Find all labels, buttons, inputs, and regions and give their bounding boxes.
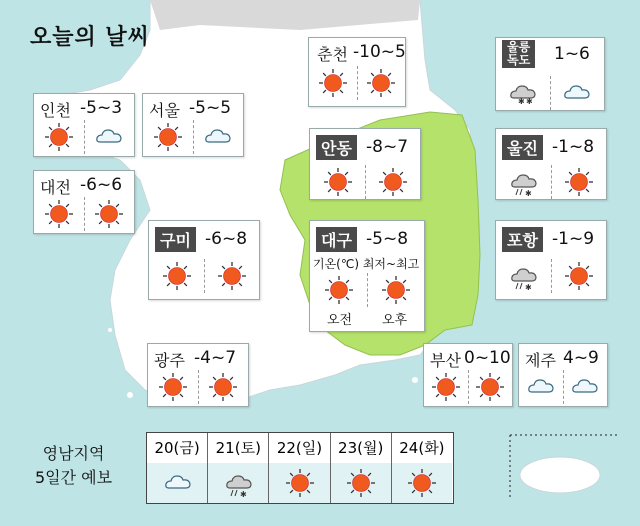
forecast-day-cell xyxy=(331,463,392,503)
rain-snow-cloud-icon xyxy=(509,167,539,201)
forecast-day-label: 24(화) xyxy=(399,439,445,457)
sun-icon xyxy=(564,261,594,295)
city-card-daejeon xyxy=(33,170,135,234)
svg-text:✱: ✱ xyxy=(524,283,532,291)
city-name: 서울 xyxy=(149,101,180,120)
forecast-day-cell xyxy=(147,463,208,503)
city-name: 울진 xyxy=(502,135,543,160)
city-card-pohang xyxy=(495,220,607,300)
forecast-label-line2: 5일간 예보 xyxy=(35,468,113,487)
city-card-chuncheon xyxy=(308,37,406,107)
temperature-range: -6~8 xyxy=(205,229,248,249)
city-name: 광주 xyxy=(154,351,185,370)
temperature-range: -6~6 xyxy=(80,175,123,195)
divider xyxy=(551,165,552,199)
city-card-seoul xyxy=(142,93,244,157)
am-label: 오전 xyxy=(327,313,353,328)
sun-icon xyxy=(208,372,238,406)
city-card-uljin xyxy=(495,128,607,200)
forecast-label-line1: 영남지역 xyxy=(42,444,105,463)
city-card-busan xyxy=(423,343,513,407)
forecast-day-cell xyxy=(269,463,330,503)
cloud-icon xyxy=(203,122,233,156)
sun-icon xyxy=(475,372,505,406)
cloud-icon xyxy=(94,122,124,156)
temperature-range: -10~5 xyxy=(353,42,406,62)
forecast-day-label: 23(월) xyxy=(331,433,392,463)
sun-icon xyxy=(162,261,192,295)
forecast-day-cell xyxy=(392,463,452,503)
temperature-range: -5~5 xyxy=(189,98,232,118)
sun-icon xyxy=(94,199,124,233)
divider xyxy=(193,120,194,154)
sun-icon xyxy=(564,167,594,201)
cloud-icon xyxy=(570,372,600,406)
sun-icon xyxy=(366,68,396,102)
sun-icon xyxy=(217,261,247,295)
svg-text:✱: ✱ xyxy=(526,97,533,106)
sun-icon xyxy=(153,122,183,156)
sun-icon xyxy=(378,167,408,201)
sun-icon xyxy=(324,275,354,309)
divider xyxy=(357,66,358,100)
temperature-legend: 기온(℃) 최저~최고 xyxy=(313,257,420,271)
temperature-range: -5~8 xyxy=(366,229,409,249)
forecast-table xyxy=(146,432,454,504)
city-name: 대구 xyxy=(316,227,357,252)
city-card-incheon xyxy=(33,93,135,157)
cloud-icon xyxy=(526,372,556,406)
forecast-day-label: 20(금) xyxy=(147,433,208,463)
city-name: 포항 xyxy=(502,227,543,252)
city-card-gumi xyxy=(148,220,260,300)
cloud-icon xyxy=(163,468,193,502)
temperature-range: 4~9 xyxy=(563,348,599,368)
svg-text:✱: ✱ xyxy=(524,189,532,197)
sun-icon xyxy=(323,167,353,201)
divider xyxy=(551,259,552,293)
svg-text:✱: ✱ xyxy=(239,490,247,498)
forecast-day-label: 21(토) xyxy=(208,433,269,463)
temperature-range: -8~7 xyxy=(366,137,409,157)
city-name: 제주 xyxy=(525,351,556,370)
forecast-day-cell xyxy=(208,463,269,503)
city-card-andong xyxy=(309,128,421,200)
city-name: 안동 xyxy=(316,135,357,160)
svg-text:✱: ✱ xyxy=(518,97,525,106)
divider xyxy=(84,120,85,154)
divider xyxy=(204,259,205,293)
sun-icon xyxy=(285,468,315,502)
map-title: 오늘의 날씨 xyxy=(30,25,150,50)
divider xyxy=(367,273,368,307)
city-name: 대전 xyxy=(40,178,71,197)
cloud-icon xyxy=(562,78,592,112)
rain-snow-cloud-icon xyxy=(224,468,254,502)
sun-icon xyxy=(44,199,74,233)
city-name: 구미 xyxy=(155,227,196,252)
forecast-day-label: 22(일) xyxy=(269,433,330,463)
temperature-range: 1~6 xyxy=(554,44,590,64)
sun-icon xyxy=(44,122,74,156)
city-card-gwangju xyxy=(147,343,249,407)
forecast-label xyxy=(35,442,112,490)
temperature-range: -4~7 xyxy=(194,348,237,368)
temperature-range: 0~10 xyxy=(464,348,511,368)
sun-icon xyxy=(407,468,437,502)
sun-icon xyxy=(381,275,411,309)
city-name: 부산 xyxy=(430,351,461,370)
city-name: 울릉 독도 xyxy=(502,40,535,68)
city-card-daegu xyxy=(309,220,425,332)
city-name: 인천 xyxy=(40,101,71,120)
divider xyxy=(84,197,85,231)
sun-icon xyxy=(318,68,348,102)
temperature-range: -1~9 xyxy=(552,229,595,249)
pm-label: 오후 xyxy=(382,313,408,328)
sun-icon xyxy=(346,468,376,502)
divider xyxy=(550,76,551,110)
divider xyxy=(365,165,366,199)
jeju-island xyxy=(520,457,600,493)
city-card-ulleung xyxy=(495,37,605,111)
snow-cloud-icon xyxy=(508,78,538,112)
divider xyxy=(198,370,199,404)
sun-icon xyxy=(158,372,188,406)
rain-snow-cloud-icon xyxy=(509,261,539,295)
city-name: 춘천 xyxy=(317,45,348,64)
temperature-range: -5~3 xyxy=(80,98,123,118)
temperature-range: -1~8 xyxy=(552,137,595,157)
divider xyxy=(468,370,469,404)
divider xyxy=(563,370,564,404)
sun-icon xyxy=(431,372,461,406)
city-card-jeju xyxy=(518,343,608,407)
